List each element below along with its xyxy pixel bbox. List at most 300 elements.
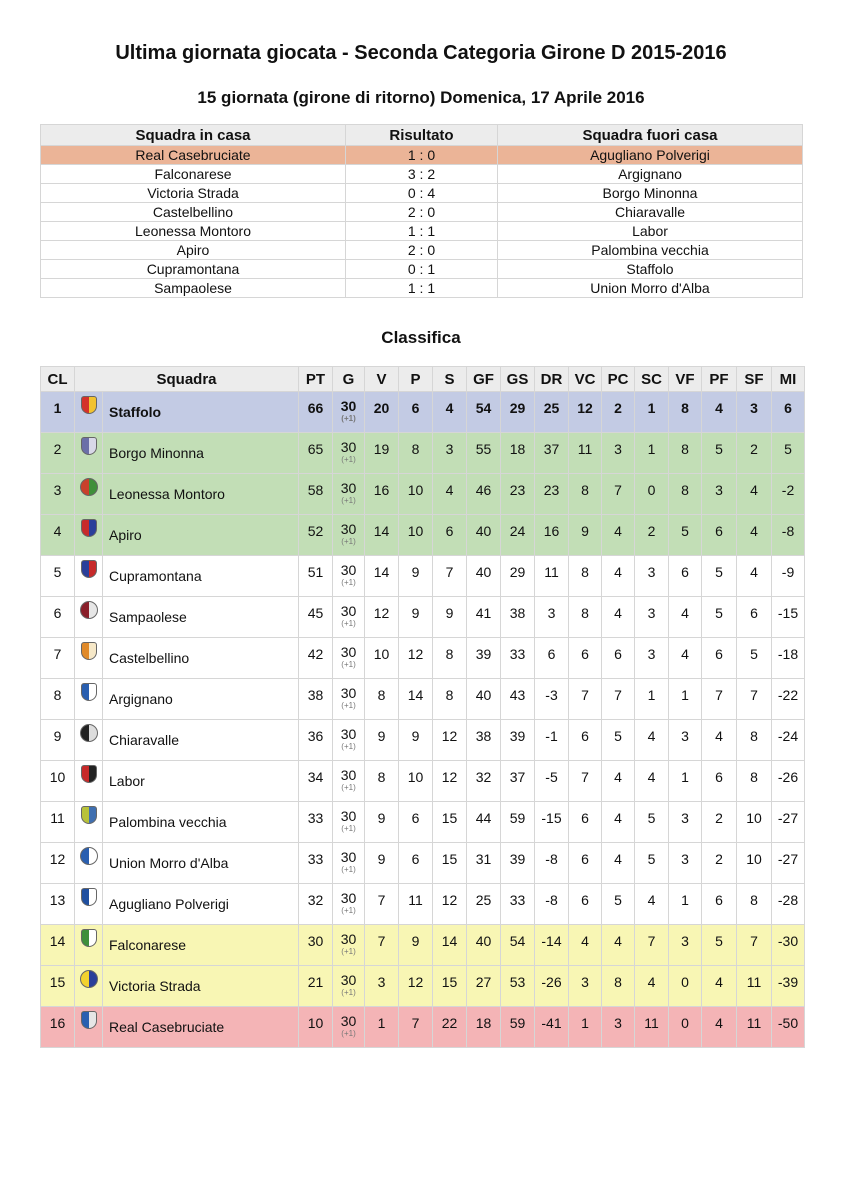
stat-dr-cell: -26 bbox=[535, 966, 569, 1007]
stat-pf-cell: 4 bbox=[702, 720, 737, 761]
stat-vc-cell: 3 bbox=[569, 966, 602, 1007]
stat-dr-cell: 37 bbox=[535, 433, 569, 474]
games-played: 30 bbox=[340, 972, 357, 988]
stat-sc-cell: 2 bbox=[635, 515, 669, 556]
stat-gs-cell: 54 bbox=[501, 925, 535, 966]
stat-g-cell bbox=[333, 1007, 365, 1048]
games-played: 30 bbox=[340, 931, 357, 947]
team-name-cell: Leonessa Montoro bbox=[103, 474, 299, 515]
games-played: 30 bbox=[340, 398, 357, 414]
stat-g-cell bbox=[333, 843, 365, 884]
stat-gf-cell: 55 bbox=[467, 433, 501, 474]
castelbellino-crest-icon bbox=[81, 642, 97, 660]
col-header-result: Risultato bbox=[346, 125, 498, 146]
stat-vf-cell: 0 bbox=[669, 966, 702, 1007]
stat-g-cell bbox=[333, 556, 365, 597]
stat-v-cell: 19 bbox=[365, 433, 399, 474]
stat-pf-cell: 6 bbox=[702, 884, 737, 925]
stat-gs-cell: 37 bbox=[501, 761, 535, 802]
stat-v-cell: 16 bbox=[365, 474, 399, 515]
crest-cell bbox=[75, 679, 103, 720]
stat-p-cell: 12 bbox=[399, 966, 433, 1007]
stat-v-cell: 9 bbox=[365, 843, 399, 884]
col-header-sc: SC bbox=[635, 367, 669, 392]
stat-p-cell: 9 bbox=[399, 720, 433, 761]
stat-s-cell: 15 bbox=[433, 843, 467, 884]
stat-sf-cell: 7 bbox=[737, 679, 772, 720]
stat-vf-cell: 4 bbox=[669, 638, 702, 679]
stat-pt-cell: 30 bbox=[299, 925, 333, 966]
games-played: 30 bbox=[340, 767, 357, 783]
stat-dr-cell: 11 bbox=[535, 556, 569, 597]
match-away-team: Agugliano Polverigi bbox=[498, 146, 803, 165]
standings-row bbox=[41, 556, 805, 597]
match-row bbox=[41, 279, 803, 298]
match-score: 1 : 1 bbox=[346, 222, 498, 241]
stat-dr-cell: 23 bbox=[535, 474, 569, 515]
stat-g-cell bbox=[333, 966, 365, 1007]
crest-cell bbox=[75, 433, 103, 474]
match-score: 3 : 2 bbox=[346, 165, 498, 184]
stat-s-cell: 4 bbox=[433, 392, 467, 433]
stat-vf-cell: 4 bbox=[669, 597, 702, 638]
match-home-team: Cupramontana bbox=[41, 260, 346, 279]
match-row bbox=[41, 241, 803, 260]
stat-gf-cell: 31 bbox=[467, 843, 501, 884]
games-played: 30 bbox=[340, 603, 357, 619]
stat-sc-cell: 1 bbox=[635, 392, 669, 433]
stat-dr-cell: -15 bbox=[535, 802, 569, 843]
stat-pf-cell: 4 bbox=[702, 392, 737, 433]
matches-header-row bbox=[41, 125, 803, 146]
stat-v-cell: 20 bbox=[365, 392, 399, 433]
games-played: 30 bbox=[340, 480, 357, 496]
match-away-team: Argignano bbox=[498, 165, 803, 184]
team-name-cell: Cupramontana bbox=[103, 556, 299, 597]
stat-vf-cell: 3 bbox=[669, 802, 702, 843]
stat-mi-cell: -50 bbox=[772, 1007, 805, 1048]
stat-vc-cell: 8 bbox=[569, 474, 602, 515]
stat-gf-cell: 39 bbox=[467, 638, 501, 679]
standings-row bbox=[41, 474, 805, 515]
falconarese-crest-icon bbox=[81, 929, 97, 947]
labor-crest-icon bbox=[81, 765, 97, 783]
stat-gf-cell: 38 bbox=[467, 720, 501, 761]
games-note: (+1) bbox=[341, 988, 356, 997]
standings-row bbox=[41, 720, 805, 761]
position-cell: 14 bbox=[41, 925, 75, 966]
stat-pf-cell: 2 bbox=[702, 843, 737, 884]
stat-sf-cell: 8 bbox=[737, 720, 772, 761]
match-score: 0 : 4 bbox=[346, 184, 498, 203]
games-played: 30 bbox=[340, 890, 357, 906]
standings-row bbox=[41, 433, 805, 474]
standings-row bbox=[41, 761, 805, 802]
stat-p-cell: 6 bbox=[399, 843, 433, 884]
col-header-gf: GF bbox=[467, 367, 501, 392]
stat-p-cell: 9 bbox=[399, 597, 433, 638]
match-away-team: Palombina vecchia bbox=[498, 241, 803, 260]
stat-sf-cell: 3 bbox=[737, 392, 772, 433]
match-score: 2 : 0 bbox=[346, 203, 498, 222]
team-name-cell: Union Morro d'Alba bbox=[103, 843, 299, 884]
match-away-team: Staffolo bbox=[498, 260, 803, 279]
stat-pt-cell: 33 bbox=[299, 843, 333, 884]
stat-g-cell bbox=[333, 802, 365, 843]
match-home-team: Victoria Strada bbox=[41, 184, 346, 203]
stat-vf-cell: 1 bbox=[669, 884, 702, 925]
stat-mi-cell: -30 bbox=[772, 925, 805, 966]
stat-vc-cell: 12 bbox=[569, 392, 602, 433]
games-played: 30 bbox=[340, 521, 357, 537]
stat-g-cell bbox=[333, 474, 365, 515]
stat-gs-cell: 23 bbox=[501, 474, 535, 515]
stat-mi-cell: -22 bbox=[772, 679, 805, 720]
stat-mi-cell: -26 bbox=[772, 761, 805, 802]
crest-cell bbox=[75, 392, 103, 433]
stat-s-cell: 3 bbox=[433, 433, 467, 474]
stat-sf-cell: 5 bbox=[737, 638, 772, 679]
stat-sf-cell: 4 bbox=[737, 515, 772, 556]
stat-g-cell bbox=[333, 515, 365, 556]
col-header-p: P bbox=[399, 367, 433, 392]
stat-pf-cell: 5 bbox=[702, 597, 737, 638]
games-note: (+1) bbox=[341, 865, 356, 874]
games-note: (+1) bbox=[341, 742, 356, 751]
stat-vc-cell: 6 bbox=[569, 884, 602, 925]
match-score: 2 : 0 bbox=[346, 241, 498, 260]
games-played: 30 bbox=[340, 562, 357, 578]
stat-mi-cell: -8 bbox=[772, 515, 805, 556]
col-header-home: Squadra in casa bbox=[41, 125, 346, 146]
stat-g-cell bbox=[333, 679, 365, 720]
stat-dr-cell: -3 bbox=[535, 679, 569, 720]
stat-sf-cell: 4 bbox=[737, 556, 772, 597]
position-cell: 5 bbox=[41, 556, 75, 597]
stat-sf-cell: 8 bbox=[737, 884, 772, 925]
page-title: Ultima giornata giocata - Seconda Categoria Girone D 2015-2016 bbox=[115, 42, 727, 64]
stat-pf-cell: 2 bbox=[702, 802, 737, 843]
position-cell: 15 bbox=[41, 966, 75, 1007]
stat-sf-cell: 11 bbox=[737, 1007, 772, 1048]
games-note: (+1) bbox=[341, 783, 356, 792]
union-morro-dalba-crest-icon bbox=[80, 847, 98, 865]
stat-mi-cell: -27 bbox=[772, 802, 805, 843]
games-played: 30 bbox=[340, 685, 357, 701]
stat-dr-cell: -8 bbox=[535, 843, 569, 884]
standings-row bbox=[41, 515, 805, 556]
stat-sf-cell: 4 bbox=[737, 474, 772, 515]
match-home-team: Castelbellino bbox=[41, 203, 346, 222]
standings-header-row bbox=[41, 367, 805, 392]
match-home-team: Sampaolese bbox=[41, 279, 346, 298]
stat-v-cell: 7 bbox=[365, 884, 399, 925]
staffolo-crest-icon bbox=[81, 396, 97, 414]
col-header-mi: MI bbox=[772, 367, 805, 392]
stat-mi-cell: -9 bbox=[772, 556, 805, 597]
games-note: (+1) bbox=[341, 414, 356, 423]
stat-pf-cell: 5 bbox=[702, 433, 737, 474]
stat-vc-cell: 6 bbox=[569, 638, 602, 679]
col-header-g: G bbox=[333, 367, 365, 392]
games-played: 30 bbox=[340, 849, 357, 865]
stat-dr-cell: -14 bbox=[535, 925, 569, 966]
crest-cell bbox=[75, 966, 103, 1007]
stat-vc-cell: 6 bbox=[569, 802, 602, 843]
standings-row bbox=[41, 638, 805, 679]
matches-table bbox=[40, 124, 803, 298]
stat-pt-cell: 52 bbox=[299, 515, 333, 556]
stat-v-cell: 9 bbox=[365, 720, 399, 761]
stat-dr-cell: -1 bbox=[535, 720, 569, 761]
crest-cell bbox=[75, 720, 103, 761]
stat-pc-cell: 3 bbox=[602, 1007, 635, 1048]
stat-vf-cell: 5 bbox=[669, 515, 702, 556]
stat-g-cell bbox=[333, 884, 365, 925]
stat-gf-cell: 54 bbox=[467, 392, 501, 433]
stat-mi-cell: -28 bbox=[772, 884, 805, 925]
stat-pf-cell: 4 bbox=[702, 966, 737, 1007]
stat-pc-cell: 8 bbox=[602, 966, 635, 1007]
stat-mi-cell: -39 bbox=[772, 966, 805, 1007]
stat-pc-cell: 4 bbox=[602, 761, 635, 802]
stat-sc-cell: 4 bbox=[635, 884, 669, 925]
col-header-gs: GS bbox=[501, 367, 535, 392]
match-row bbox=[41, 146, 803, 165]
stat-gf-cell: 18 bbox=[467, 1007, 501, 1048]
stat-p-cell: 8 bbox=[399, 433, 433, 474]
position-cell: 13 bbox=[41, 884, 75, 925]
position-cell: 9 bbox=[41, 720, 75, 761]
stat-vc-cell: 7 bbox=[569, 761, 602, 802]
col-header-away: Squadra fuori casa bbox=[498, 125, 803, 146]
stat-v-cell: 9 bbox=[365, 802, 399, 843]
stat-pf-cell: 6 bbox=[702, 638, 737, 679]
col-header-vc: VC bbox=[569, 367, 602, 392]
stat-gf-cell: 25 bbox=[467, 884, 501, 925]
stat-v-cell: 10 bbox=[365, 638, 399, 679]
stat-vc-cell: 8 bbox=[569, 556, 602, 597]
games-note: (+1) bbox=[341, 578, 356, 587]
crest-cell bbox=[75, 884, 103, 925]
standings-row bbox=[41, 392, 805, 433]
stat-s-cell: 8 bbox=[433, 638, 467, 679]
games-note: (+1) bbox=[341, 619, 356, 628]
stat-g-cell bbox=[333, 638, 365, 679]
stat-s-cell: 6 bbox=[433, 515, 467, 556]
stat-sf-cell: 6 bbox=[737, 597, 772, 638]
stat-gs-cell: 18 bbox=[501, 433, 535, 474]
team-name-cell: Chiaravalle bbox=[103, 720, 299, 761]
crest-cell bbox=[75, 843, 103, 884]
chiaravalle-crest-icon bbox=[80, 724, 98, 742]
stat-pt-cell: 32 bbox=[299, 884, 333, 925]
crest-cell bbox=[75, 515, 103, 556]
games-note: (+1) bbox=[341, 496, 356, 505]
stat-dr-cell: -8 bbox=[535, 884, 569, 925]
standings-row bbox=[41, 597, 805, 638]
position-cell: 12 bbox=[41, 843, 75, 884]
palombina-vecchia-crest-icon bbox=[81, 806, 97, 824]
standings-row bbox=[41, 679, 805, 720]
match-score: 0 : 1 bbox=[346, 260, 498, 279]
games-note: (+1) bbox=[341, 824, 356, 833]
stat-g-cell bbox=[333, 720, 365, 761]
stat-gs-cell: 24 bbox=[501, 515, 535, 556]
games-note: (+1) bbox=[341, 947, 356, 956]
stat-mi-cell: 6 bbox=[772, 392, 805, 433]
col-header-pc: PC bbox=[602, 367, 635, 392]
stat-gf-cell: 40 bbox=[467, 925, 501, 966]
team-name-cell: Sampaolese bbox=[103, 597, 299, 638]
games-note: (+1) bbox=[341, 701, 356, 710]
crest-cell bbox=[75, 597, 103, 638]
stat-gs-cell: 33 bbox=[501, 638, 535, 679]
stat-vf-cell: 1 bbox=[669, 679, 702, 720]
team-name-cell: Staffolo bbox=[103, 392, 299, 433]
stat-pt-cell: 45 bbox=[299, 597, 333, 638]
stat-v-cell: 14 bbox=[365, 556, 399, 597]
stat-v-cell: 1 bbox=[365, 1007, 399, 1048]
stat-vf-cell: 3 bbox=[669, 843, 702, 884]
stat-sc-cell: 3 bbox=[635, 556, 669, 597]
stat-pt-cell: 42 bbox=[299, 638, 333, 679]
stat-sc-cell: 4 bbox=[635, 761, 669, 802]
match-row bbox=[41, 203, 803, 222]
stat-vf-cell: 8 bbox=[669, 433, 702, 474]
borgo-minonna-crest-icon bbox=[81, 437, 97, 455]
stat-gs-cell: 39 bbox=[501, 720, 535, 761]
stat-pc-cell: 5 bbox=[602, 884, 635, 925]
match-home-team: Leonessa Montoro bbox=[41, 222, 346, 241]
stat-pt-cell: 51 bbox=[299, 556, 333, 597]
games-note: (+1) bbox=[341, 906, 356, 915]
team-name-cell: Borgo Minonna bbox=[103, 433, 299, 474]
stat-s-cell: 22 bbox=[433, 1007, 467, 1048]
stat-pt-cell: 66 bbox=[299, 392, 333, 433]
crest-cell bbox=[75, 925, 103, 966]
stat-sf-cell: 7 bbox=[737, 925, 772, 966]
stat-pt-cell: 10 bbox=[299, 1007, 333, 1048]
stat-vf-cell: 1 bbox=[669, 761, 702, 802]
stat-sf-cell: 10 bbox=[737, 843, 772, 884]
stat-vc-cell: 11 bbox=[569, 433, 602, 474]
col-header-s: S bbox=[433, 367, 467, 392]
stat-pc-cell: 7 bbox=[602, 679, 635, 720]
stat-s-cell: 14 bbox=[433, 925, 467, 966]
match-score: 1 : 1 bbox=[346, 279, 498, 298]
argignano-crest-icon bbox=[81, 683, 97, 701]
stat-mi-cell: -24 bbox=[772, 720, 805, 761]
standings-row bbox=[41, 966, 805, 1007]
stat-sf-cell: 2 bbox=[737, 433, 772, 474]
stat-vc-cell: 4 bbox=[569, 925, 602, 966]
stat-sc-cell: 1 bbox=[635, 433, 669, 474]
position-cell: 7 bbox=[41, 638, 75, 679]
stat-sc-cell: 5 bbox=[635, 843, 669, 884]
stat-sc-cell: 3 bbox=[635, 597, 669, 638]
stat-p-cell: 10 bbox=[399, 515, 433, 556]
team-name-cell: Palombina vecchia bbox=[103, 802, 299, 843]
stat-s-cell: 12 bbox=[433, 761, 467, 802]
stat-mi-cell: -2 bbox=[772, 474, 805, 515]
stat-pc-cell: 7 bbox=[602, 474, 635, 515]
stat-mi-cell: -15 bbox=[772, 597, 805, 638]
col-header-squadra: Squadra bbox=[75, 367, 299, 392]
stat-s-cell: 12 bbox=[433, 884, 467, 925]
stat-sc-cell: 7 bbox=[635, 925, 669, 966]
standings-row bbox=[41, 843, 805, 884]
stat-v-cell: 14 bbox=[365, 515, 399, 556]
stat-v-cell: 7 bbox=[365, 925, 399, 966]
team-name-cell: Labor bbox=[103, 761, 299, 802]
crest-cell bbox=[75, 802, 103, 843]
stat-mi-cell: 5 bbox=[772, 433, 805, 474]
stat-gf-cell: 41 bbox=[467, 597, 501, 638]
stat-gf-cell: 27 bbox=[467, 966, 501, 1007]
stat-vf-cell: 3 bbox=[669, 720, 702, 761]
stat-pc-cell: 4 bbox=[602, 556, 635, 597]
stat-vc-cell: 7 bbox=[569, 679, 602, 720]
stat-pc-cell: 4 bbox=[602, 802, 635, 843]
stat-gf-cell: 46 bbox=[467, 474, 501, 515]
stat-pt-cell: 36 bbox=[299, 720, 333, 761]
stat-pt-cell: 34 bbox=[299, 761, 333, 802]
games-played: 30 bbox=[340, 726, 357, 742]
col-header-pf: PF bbox=[702, 367, 737, 392]
crest-cell bbox=[75, 474, 103, 515]
stat-v-cell: 12 bbox=[365, 597, 399, 638]
match-row bbox=[41, 165, 803, 184]
stat-vf-cell: 8 bbox=[669, 474, 702, 515]
stat-g-cell bbox=[333, 925, 365, 966]
stat-g-cell bbox=[333, 392, 365, 433]
stat-vc-cell: 8 bbox=[569, 597, 602, 638]
stat-s-cell: 9 bbox=[433, 597, 467, 638]
position-cell: 3 bbox=[41, 474, 75, 515]
stat-gs-cell: 59 bbox=[501, 1007, 535, 1048]
stat-sf-cell: 10 bbox=[737, 802, 772, 843]
agugliano-polverigi-crest-icon bbox=[81, 888, 97, 906]
stat-dr-cell: 16 bbox=[535, 515, 569, 556]
col-header-vf: VF bbox=[669, 367, 702, 392]
stat-p-cell: 14 bbox=[399, 679, 433, 720]
match-row bbox=[41, 260, 803, 279]
stat-sc-cell: 11 bbox=[635, 1007, 669, 1048]
stat-pt-cell: 33 bbox=[299, 802, 333, 843]
stat-sc-cell: 4 bbox=[635, 966, 669, 1007]
crest-cell bbox=[75, 556, 103, 597]
sampaolese-crest-icon bbox=[80, 601, 98, 619]
stat-gf-cell: 40 bbox=[467, 515, 501, 556]
stat-pt-cell: 65 bbox=[299, 433, 333, 474]
crest-cell bbox=[75, 638, 103, 679]
cupramontana-crest-icon bbox=[81, 560, 97, 578]
col-header-sf: SF bbox=[737, 367, 772, 392]
stat-pc-cell: 5 bbox=[602, 720, 635, 761]
stat-gf-cell: 32 bbox=[467, 761, 501, 802]
stat-g-cell bbox=[333, 597, 365, 638]
crest-cell bbox=[75, 1007, 103, 1048]
standings-row bbox=[41, 802, 805, 843]
stat-dr-cell: -41 bbox=[535, 1007, 569, 1048]
stat-sc-cell: 1 bbox=[635, 679, 669, 720]
stat-gf-cell: 44 bbox=[467, 802, 501, 843]
stat-pc-cell: 4 bbox=[602, 843, 635, 884]
team-name-cell: Argignano bbox=[103, 679, 299, 720]
stat-sc-cell: 0 bbox=[635, 474, 669, 515]
stat-vf-cell: 0 bbox=[669, 1007, 702, 1048]
